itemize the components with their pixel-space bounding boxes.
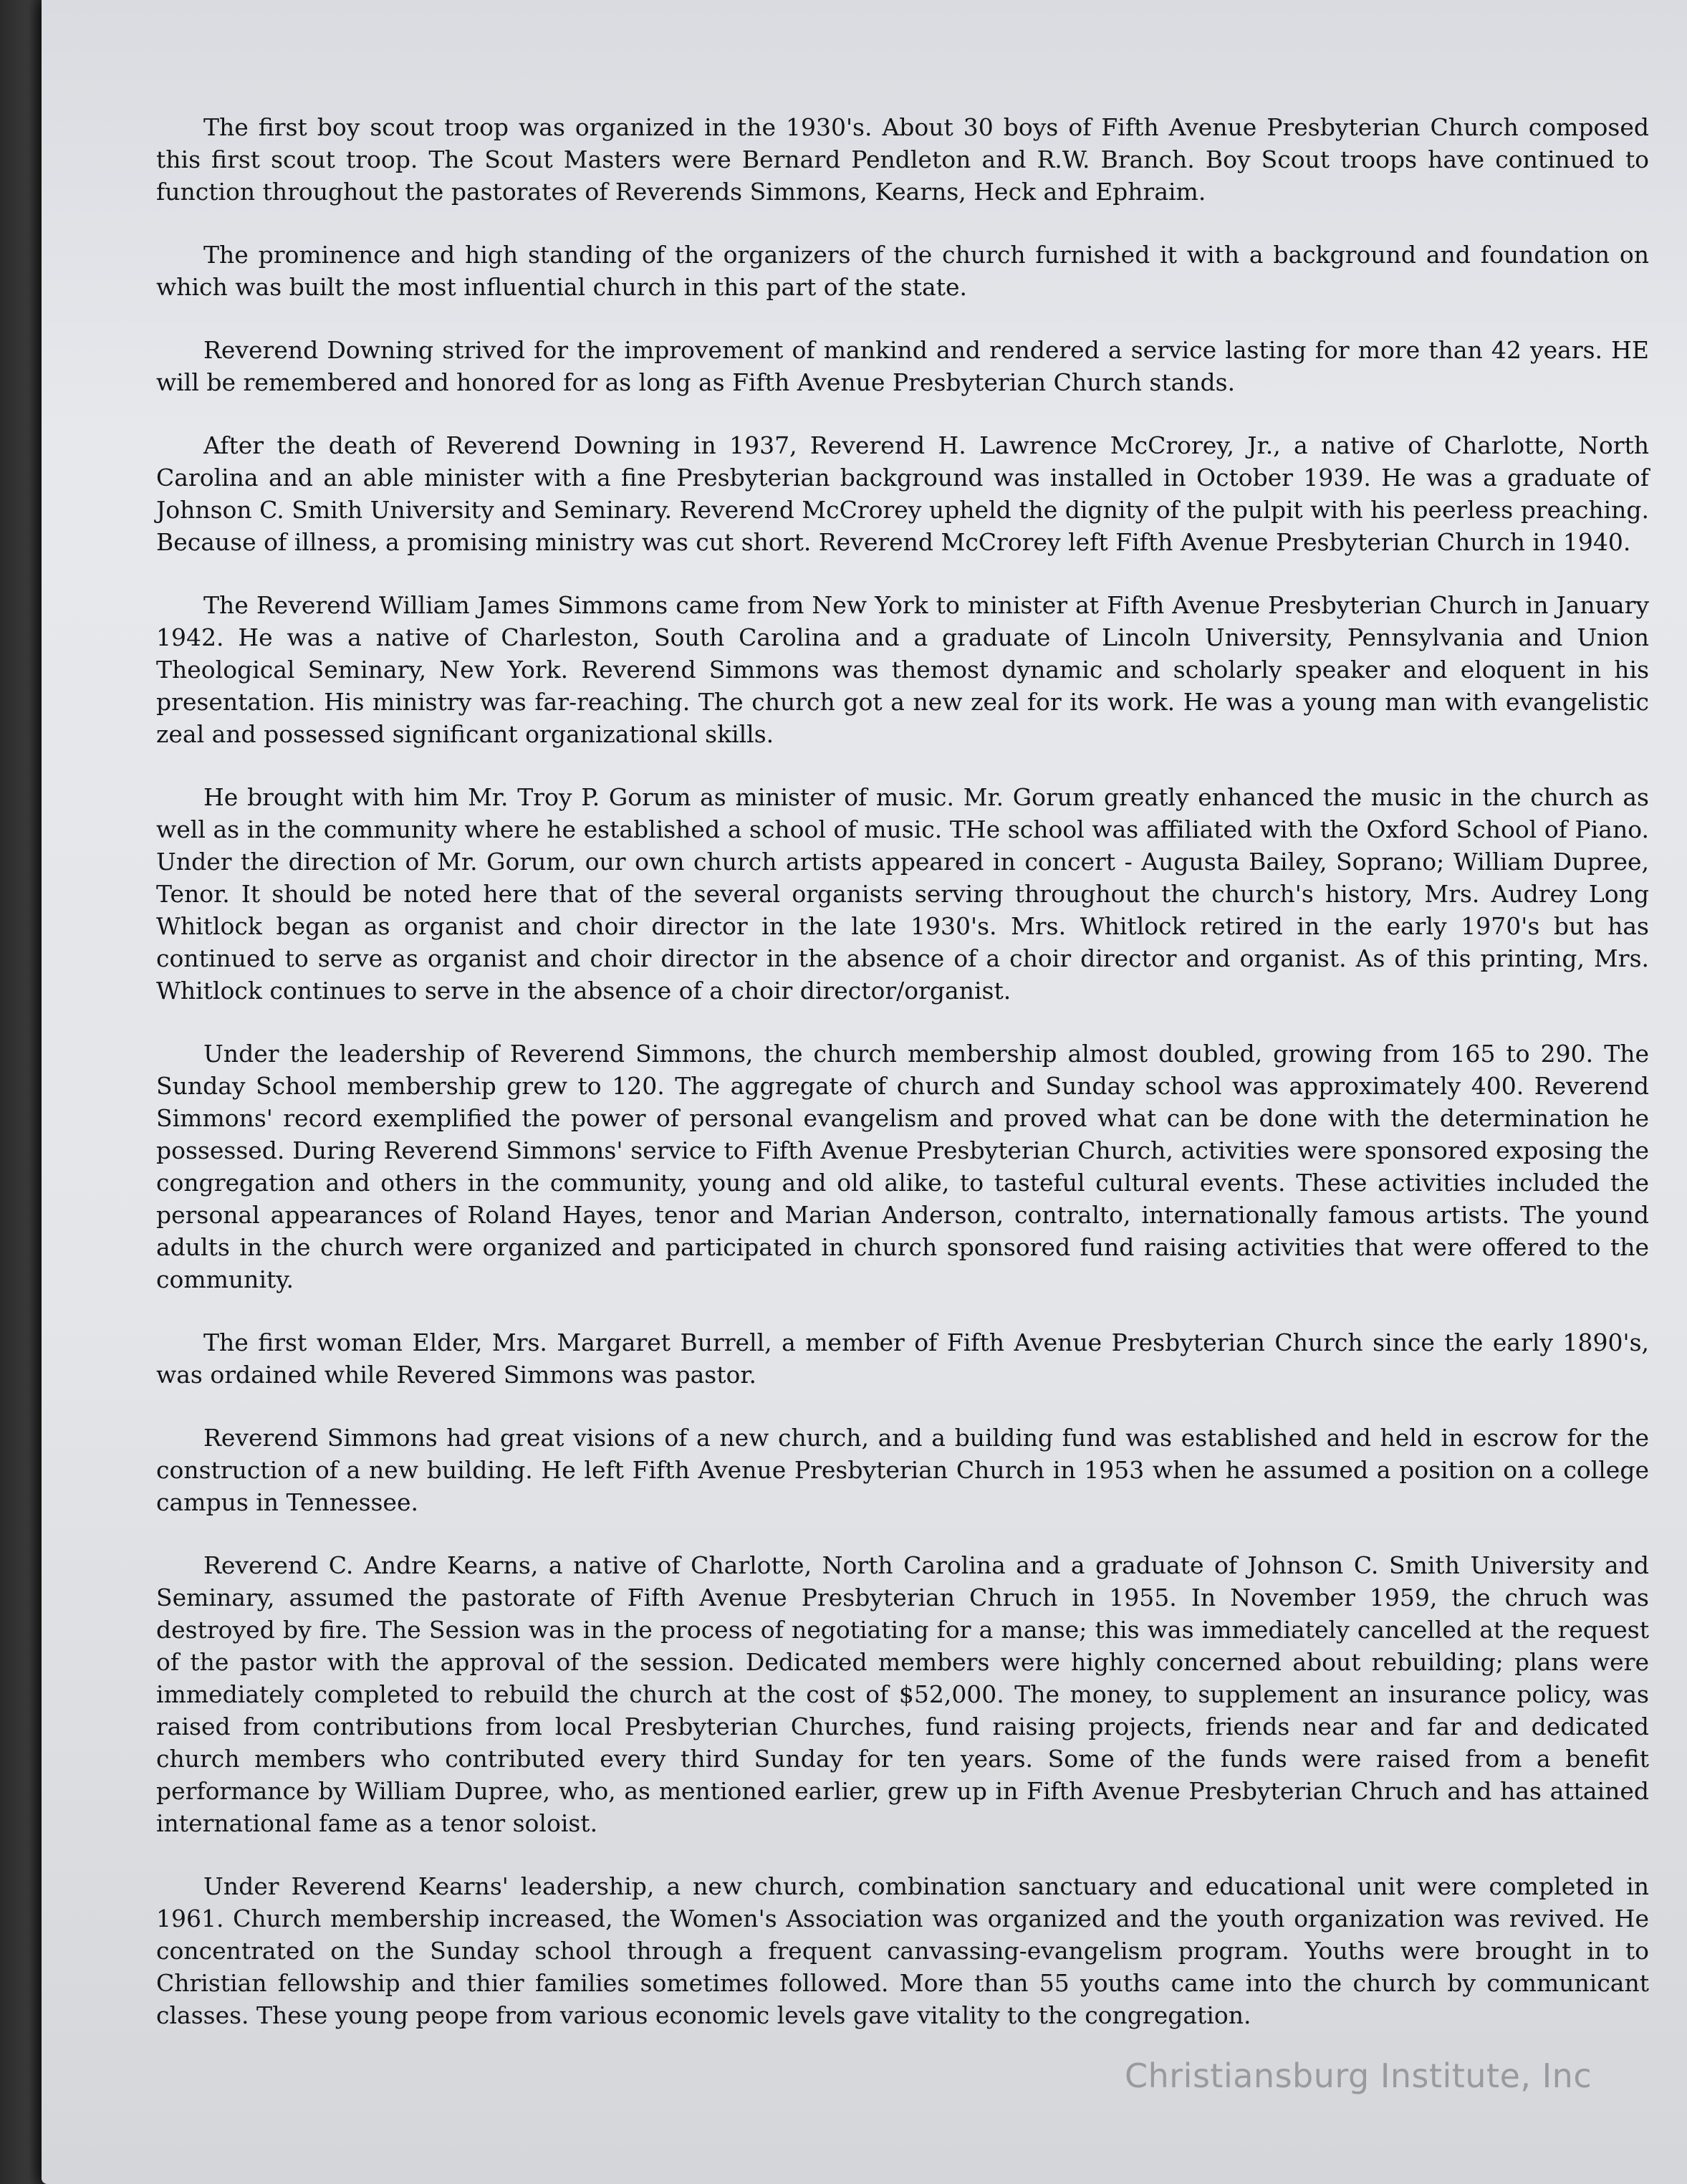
paragraph-simmons-arrival: The Reverend William James Simmons came from New York to minister at Fifth Avenue Presbyterian Church in January 1942. He was a native of Charleston, South Carolina and a graduate of Lincoln University, Pennsylvania and Union Theological Seminary, New York. Reverend Simmons was themost dynamic and scholarly speaker and eloquent in his presentation. His ministry was far-reaching. The church got a new zeal for its work. He was a young man with evangelistic zeal and possessed significant organizational skills. xyxy=(156,591,1649,748)
paragraph-building-fund: Reverend Simmons had great visions of a new church, and a building fund was established and held in escrow for the construction of a new building. He left Fifth Avenue Presbyterian Church in 1953 when he assumed a position on a college campus in Tennessee. xyxy=(156,1424,1649,1516)
paragraph-first-woman-elder: The first woman Elder, Mrs. Margaret Burrell, a member of Fifth Avenue Presbyterian Church since the early 1890's, was ordained while Revered Simmons was pastor. xyxy=(156,1328,1649,1389)
paragraph-downing: Reverend Downing strived for the improvement of mankind and rendered a service lasting for more than 42 years. HE will be remembered and honored for as long as Fifth Avenue Presbyterian Church stands. xyxy=(156,336,1649,396)
paragraph-kearns-leadership: Under Reverend Kearns' leadership, a new church, combination sanctuary and educational unit were completed in 1961. Church membership increased, the Women's Association was organized and the youth organization was revived. He concentrated on the Sunday school through a frequent canvassing-evangelism program. Youths were brought in to Christian fellowship and thier families sometimes followed. More than 55 youths came into the church by communicant classes. These young peope from various economic levels gave vitality to the congregation. xyxy=(156,1872,1649,2029)
paragraph-gorum-music: He brought with him Mr. Troy P. Gorum as minister of music. Mr. Gorum greatly enhanced the music in the church as well as in the community where he established a school of music. THe school was affiliated with the Oxford School of Piano. Under the direction of Mr. Gorum, our own church artists appeared in concert - Augusta Bailey, Soprano; William Dupree, Tenor. It should be noted here that of the several organists serving throughout the church's history, Mrs. Audrey Long Whitlock began as organist and choir director in the late 1930's. Mrs. Whitlock retired in the early 1970's but has continued to serve as organist and choir director in the absence of a choir director and organist. As of this printing, Mrs. Whitlock continues to serve in the absence of a choir director/organist. xyxy=(156,783,1649,1005)
document-body xyxy=(156,111,1649,2062)
paragraph-boy-scouts: The first boy scout troop was organized in the 1930's. About 30 boys of Fifth Avenue Presbyterian Church composed this first scout troop. The Scout Masters were Bernard Pendleton and R.W. Branch. Boy Scout troops have continued to function throughout the pastorates of Reverends Simmons, Kearns, Heck and Ephraim. xyxy=(156,113,1649,206)
paragraph-mccrorey: After the death of Reverend Downing in 1937, Reverend H. Lawrence McCrorey, Jr., a native of Charlotte, North Carolina and an able minister with a fine Presbyterian background was installed in October 1939. He was a graduate of Johnson C. Smith University and Seminary. Reverend McCrorey upheld the dignity of the pulpit with his peerless preaching. Because of illness, a promising ministry was cut short. Reverend McCrorey left Fifth Avenue Presbyterian Church in 1940. xyxy=(156,431,1649,556)
paragraph-simmons-leadership: Under the leadership of Reverend Simmons, the church membership almost doubled, growing from 165 to 290. The Sunday School membership grew to 120. The aggregate of church and Sunday school was approximately 400. Reverend Simmons' record exemplified the power of personal evangelism and proved what can be done with the determination he possessed. During Reverend Simmons' service to Fifth Avenue Presbyterian Church, activities were sponsored exposing the congregation and others in the community, young and old alike, to tasteful cultural events. These activities included the personal appearances of Roland Hayes, tenor and Marian Anderson, contralto, internationally famous artists. The yound adults in the church were organized and participated in church sponsored fund raising activities that were offered to the community. xyxy=(156,1040,1649,1293)
watermark-text: Christiansburg Institute, Inc xyxy=(1125,2056,1592,2095)
paragraph-organizers: The prominence and high standing of the organizers of the church furnished it with a background and foundation on which was built the most influential church in this part of the state. xyxy=(156,241,1649,301)
paragraph-kearns: Reverend C. Andre Kearns, a native of Charlotte, North Carolina and a graduate of Johnson C. Smith University and Seminary, assumed the pastorate of Fifth Avenue Presbyterian Chruch in 1955. In November 1959, the chruch was destroyed by fire. The Session was in the process of negotiating for a manse; this was immediately cancelled at the request of the pastor with the approval of the session. Dedicated members were highly concerned about rebuilding; plans were immediately completed to rebuild the church at the cost of $52,000. The money, to supplement an insurance policy, was raised from contributions from local Presbyterian Churches, fund raising projects, friends near and far and dedicated church members who contributed every third Sunday for ten years. Some of the funds were raised from a benefit performance by William Dupree, who, as mentioned earlier, grew up in Fifth Avenue Presbyterian Chruch and has attained international fame as a tenor soloist. xyxy=(156,1551,1649,1837)
document-page xyxy=(42,0,1687,2184)
